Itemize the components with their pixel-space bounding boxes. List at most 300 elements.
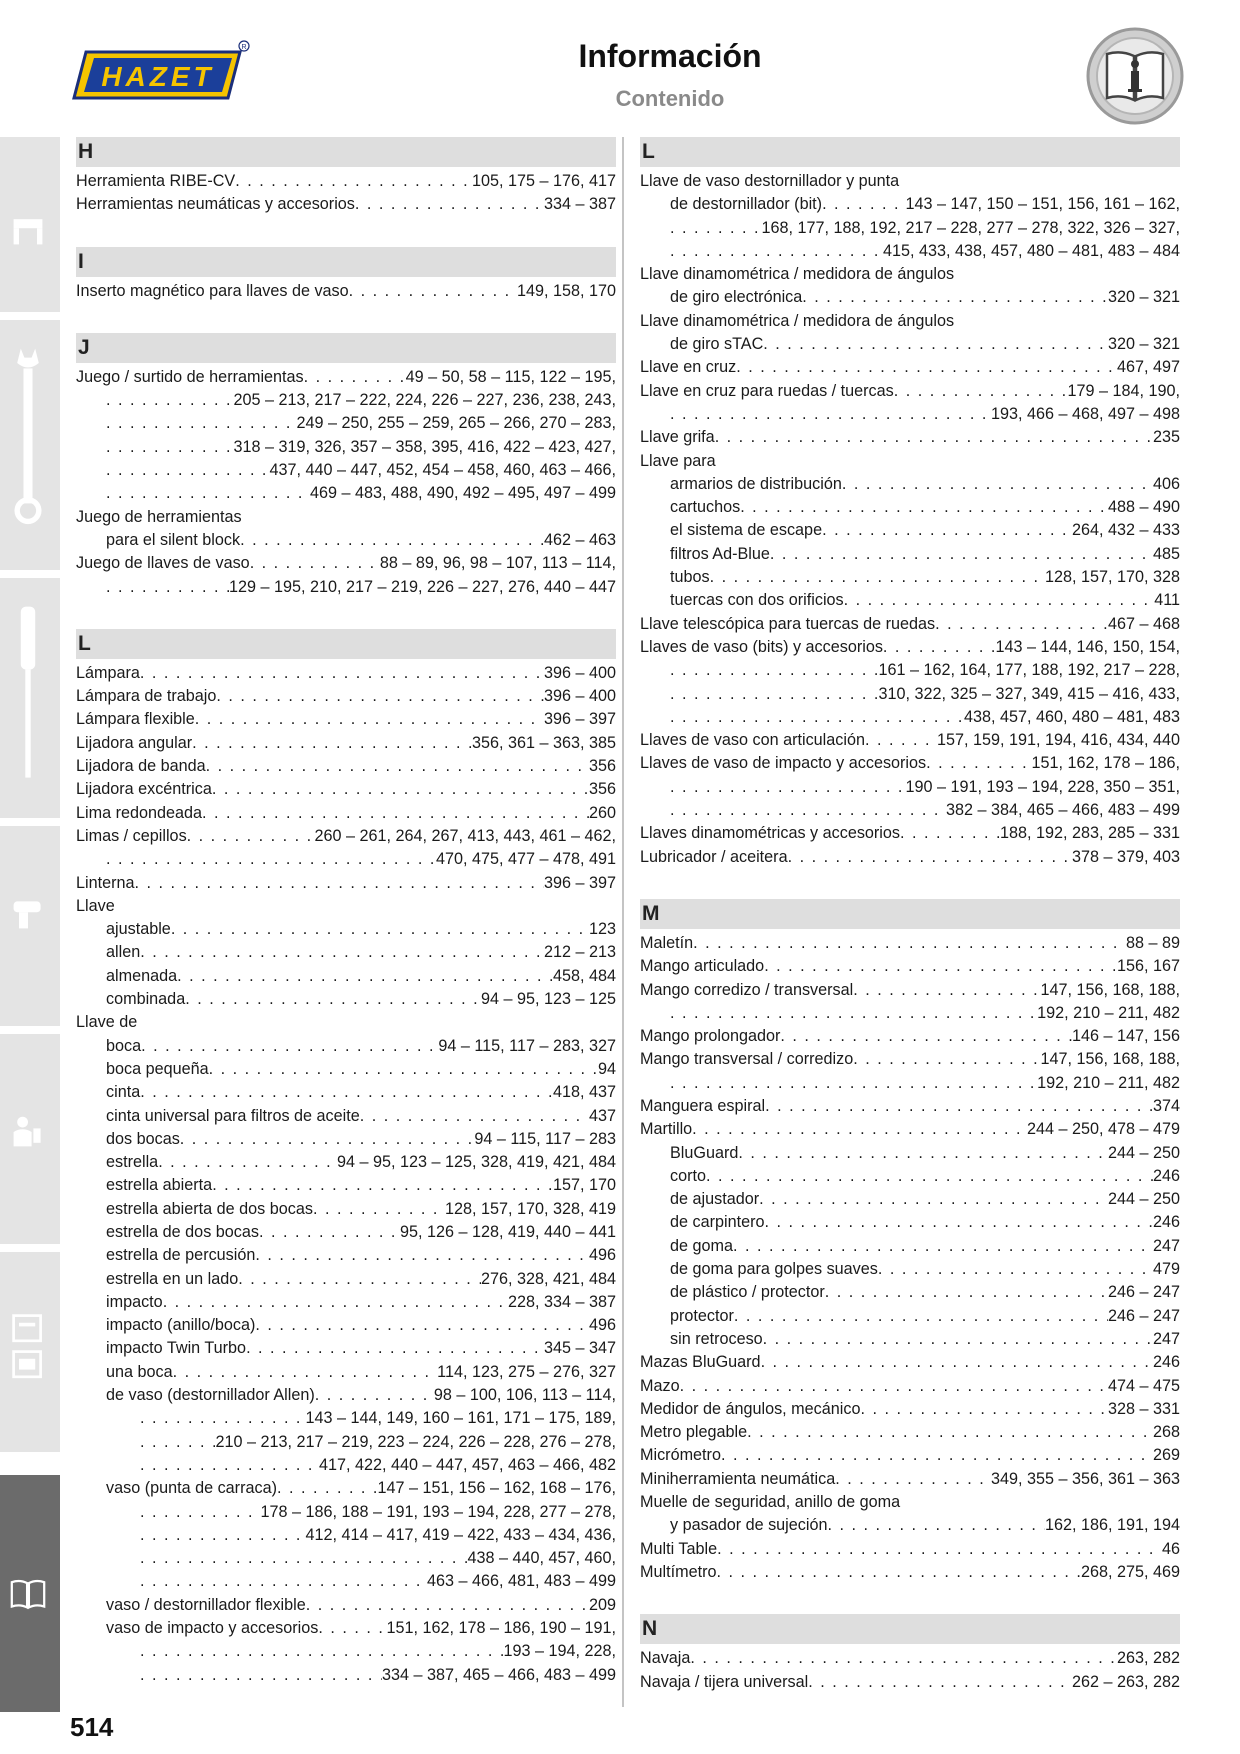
entry-pages: 260 – 261, 264, 267, 413, 443, 461 – 462,: [314, 826, 616, 845]
entry-term: estrella de percusión: [106, 1246, 256, 1265]
dot-leader: [670, 403, 991, 426]
index-line: [640, 706, 1180, 729]
entry-pages: 438, 457, 460, 480 – 481, 483: [963, 707, 1180, 726]
dot-leader: [883, 636, 996, 659]
dot-leader: [860, 1398, 1108, 1421]
pneumatic-tool-icon: [10, 896, 46, 932]
index-entry: [640, 979, 1180, 1026]
entry-term: Navaja: [640, 1649, 691, 1668]
index-line: [640, 170, 1180, 193]
index-line: [640, 473, 1180, 496]
dot-leader: [706, 1165, 1153, 1188]
entry-pages: 396 – 400: [543, 663, 616, 682]
index-line: [640, 1468, 1180, 1491]
entry-term: impacto: [106, 1292, 163, 1311]
entry-pages: 496: [588, 1246, 616, 1265]
entry-pages: 244 – 250: [1107, 1190, 1180, 1209]
entry-pages: 334 – 387: [543, 195, 616, 214]
dot-leader: [690, 1647, 1117, 1670]
index-line: [76, 685, 616, 708]
index-line: [76, 1384, 616, 1407]
entry-pages: 438 – 440, 457, 460,: [467, 1549, 616, 1568]
hazet-logo: [72, 40, 252, 110]
index-line: [640, 566, 1180, 589]
entry-term: Manguera espiral: [640, 1096, 766, 1115]
entry-term: Juego / surtido de herramientas: [76, 367, 304, 386]
index-line: [76, 848, 616, 871]
entry-term: estrella de dos bocas: [106, 1222, 259, 1241]
dot-leader: [306, 1594, 589, 1617]
entry-pages: 123: [588, 920, 616, 939]
index-line: [640, 1258, 1180, 1281]
index-entry: [640, 1095, 1180, 1118]
entry-term: Mango transversal / corredizo: [640, 1050, 854, 1069]
sidebar-tab-information[interactable]: [0, 1475, 60, 1712]
entry-term: Mazo: [640, 1376, 680, 1395]
section-gap: [640, 869, 1180, 899]
index-entry: [640, 752, 1180, 822]
index-line: [640, 1118, 1180, 1141]
entry-pages: 114, 123, 275 – 276, 327: [437, 1362, 616, 1381]
index-entry: [76, 895, 616, 1011]
index-line: [640, 636, 1180, 659]
entry-term: estrella abierta de dos bocas: [106, 1199, 313, 1218]
entry-pages: 268: [1152, 1423, 1180, 1442]
entry-term: estrella en un lado: [106, 1269, 239, 1288]
dot-leader: [140, 662, 544, 685]
entry-pages: 247: [1152, 1329, 1180, 1348]
entry-term: allen: [106, 943, 141, 962]
dot-leader: [259, 1221, 400, 1244]
index-line: [76, 552, 616, 575]
entry-term: Martillo: [640, 1120, 693, 1139]
dot-leader: [734, 1305, 1108, 1328]
dot-leader: [202, 802, 589, 825]
entry-pages: 88 – 89, 96, 98 – 107, 113 – 114,: [379, 554, 616, 573]
dot-leader: [140, 1431, 215, 1454]
dot-leader: [853, 1048, 1040, 1071]
index-line: [76, 506, 616, 529]
entry-pages: 94 – 95, 123 – 125, 328, 419, 421, 484: [336, 1153, 616, 1172]
dot-leader: [670, 659, 878, 682]
dot-leader: [926, 752, 1031, 775]
index-line: [640, 543, 1180, 566]
index-line: [640, 1421, 1180, 1444]
dot-leader: [763, 333, 1108, 356]
entry-pages: 143 – 147, 150 – 151, 156, 161 – 162,: [905, 195, 1180, 214]
index-entry: [640, 1561, 1180, 1584]
index-line: [76, 1640, 616, 1663]
entry-term: Inserto magnético para llaves de vaso: [76, 281, 349, 300]
entry-pages: 105, 175 – 176, 417: [471, 172, 616, 190]
index-line: [76, 1244, 616, 1267]
index-line: [640, 1671, 1180, 1694]
index-line: [640, 286, 1180, 309]
index-entry: [76, 825, 616, 872]
entry-term: Muelle de seguridad, anillo de goma: [640, 1493, 901, 1512]
dot-leader: [318, 1617, 386, 1640]
index-column-right: [640, 137, 1180, 1694]
index-line: [76, 988, 616, 1011]
sidebar-tab-mechanic[interactable]: [0, 1034, 60, 1244]
index-line: [76, 825, 616, 848]
entry-pages: 228, 334 – 387: [507, 1292, 616, 1311]
index-line: [76, 436, 616, 459]
index-line: [640, 1188, 1180, 1211]
entry-term: Llaves de vaso (bits) y accesorios: [640, 637, 883, 656]
index-line: [76, 576, 616, 599]
entry-pages: 205 – 213, 217 – 222, 224, 226 – 227, 236, 238, 243,: [233, 391, 616, 410]
entry-pages: 418, 437: [552, 1083, 616, 1102]
entry-term: Llave para: [640, 451, 716, 470]
entry-term: Herramienta RIBE-CV: [76, 172, 236, 190]
index-line: [640, 1514, 1180, 1537]
index-entry: [640, 356, 1180, 379]
index-line: [76, 918, 616, 941]
entry-term: de goma: [670, 1236, 733, 1255]
index-line: [76, 529, 616, 552]
entry-term: Llaves de vaso de impacto y accesorios: [640, 754, 927, 773]
index-line: [76, 1477, 616, 1500]
entry-pages: 193, 466 – 468, 497 – 498: [990, 404, 1180, 423]
entry-term: vaso (punta de carraca): [106, 1479, 277, 1498]
entry-term: Llave en cruz para ruedas / tuercas: [640, 381, 894, 400]
entry-term: impacto (anillo/boca): [106, 1316, 256, 1335]
index-entry: [76, 193, 616, 216]
entry-term: Lámpara flexible: [76, 710, 195, 729]
entry-pages: 157, 170: [552, 1176, 616, 1195]
dot-leader: [255, 1314, 589, 1337]
dot-leader: [835, 1468, 991, 1491]
index-line: [76, 1407, 616, 1430]
index-line: [640, 356, 1180, 379]
index-line: [640, 193, 1180, 216]
entry-pages: 374: [1152, 1096, 1180, 1115]
entry-pages: 412, 414 – 417, 419 – 422, 433 – 434, 436,: [305, 1525, 616, 1544]
index-entry: [640, 1647, 1180, 1670]
entry-pages: 146 – 147, 156: [1071, 1027, 1180, 1046]
dot-leader: [878, 1258, 1153, 1281]
dot-leader: [692, 1118, 1027, 1141]
dot-leader: [106, 459, 269, 482]
dot-leader: [670, 1002, 1037, 1025]
entry-term: boca pequeña: [106, 1059, 209, 1078]
dot-leader: [865, 729, 937, 752]
entry-pages: 479: [1152, 1260, 1180, 1279]
dot-leader: [209, 1058, 598, 1081]
entry-pages: 382 – 384, 465 – 466, 483 – 499: [945, 801, 1180, 820]
dot-leader: [240, 529, 544, 552]
dot-leader: [158, 1151, 337, 1174]
entry-term: cartuchos: [670, 498, 741, 517]
index-line: [640, 589, 1180, 612]
entry-term: Llaves dinamométricas y accesorios: [640, 824, 901, 843]
entry-pages: 310, 322, 325 – 327, 349, 415 – 416, 433,: [878, 684, 1180, 703]
index-line: [640, 1491, 1180, 1514]
entry-pages: 396 – 400: [543, 687, 616, 706]
entry-pages: 143 – 144, 149, 160 – 161, 171 – 175, 189,: [305, 1409, 616, 1428]
dot-leader: [195, 708, 544, 731]
index-entry: [640, 450, 1180, 613]
dot-leader: [670, 1072, 1037, 1095]
dot-leader: [736, 356, 1117, 379]
index-line: [76, 1501, 616, 1524]
entry-pages: 246 – 247: [1107, 1283, 1180, 1302]
index-line: [76, 280, 616, 303]
dot-leader: [140, 1407, 305, 1430]
dot-leader: [140, 941, 544, 964]
sidebar-tab-workshop[interactable]: [0, 1252, 60, 1452]
index-line: [640, 1211, 1180, 1234]
index-line: [76, 1058, 616, 1081]
entry-term: Mango prolongador: [640, 1027, 781, 1046]
index-line: [76, 708, 616, 731]
index-line: [640, 1072, 1180, 1095]
dot-leader: [106, 576, 229, 599]
sidebar-tab-toolbox[interactable]: [0, 137, 60, 312]
entry-term: Mango articulado: [640, 957, 765, 976]
index-entry: [640, 613, 1180, 636]
index-line: [640, 310, 1180, 333]
section-letter-heading: M: [640, 899, 1180, 929]
index-entry: [640, 1491, 1180, 1538]
entry-pages: 147, 156, 168, 188,: [1040, 980, 1180, 999]
section-letter-heading: L: [640, 137, 1180, 167]
index-entry: [76, 708, 616, 731]
entry-pages: 469 – 483, 488, 490, 492 – 495, 497 – 499: [309, 484, 616, 503]
dot-leader: [670, 240, 883, 263]
index-line: [640, 729, 1180, 752]
entry-pages: 249 – 250, 255 – 259, 265 – 266, 270 – 283,: [296, 414, 616, 433]
index-entry: [640, 1538, 1180, 1561]
index-line: [640, 450, 1180, 473]
dot-leader: [808, 1671, 1072, 1694]
entry-pages: 193 – 194, 228,: [503, 1642, 616, 1661]
index-line: [640, 217, 1180, 240]
entry-pages: 244 – 250, 478 – 479: [1026, 1120, 1180, 1139]
entry-term: sin retroceso: [670, 1329, 763, 1348]
index-entry: [640, 1025, 1180, 1048]
entry-pages: 345 – 347: [543, 1339, 616, 1358]
dot-leader: [246, 1337, 544, 1360]
entry-pages: 264, 432 – 433: [1071, 521, 1180, 540]
index-line: [76, 366, 616, 389]
entry-pages: 246: [1152, 1213, 1180, 1232]
index-line: [76, 1221, 616, 1244]
dot-leader: [670, 706, 964, 729]
index-line: [640, 683, 1180, 706]
entry-pages: 437, 440 – 447, 452, 454 – 458, 460, 463 – 466,: [269, 461, 616, 480]
index-line: [76, 1291, 616, 1314]
index-entry: [640, 846, 1180, 869]
entry-pages: 235: [1152, 428, 1180, 447]
section-letter-heading: I: [76, 247, 616, 277]
index-line: [76, 778, 616, 801]
entry-term: Llave en cruz: [640, 358, 737, 377]
entry-pages: 415, 433, 438, 457, 480 – 481, 483 – 484: [882, 241, 1180, 260]
entry-pages: 263, 282: [1116, 1649, 1180, 1668]
entry-term: Llave dinamométrica / medidora de ángulos: [640, 311, 955, 330]
entry-pages: 276, 328, 421, 484: [480, 1269, 616, 1288]
entry-term: Micrómetro: [640, 1446, 721, 1465]
dot-leader: [738, 1142, 1108, 1165]
entry-pages: 417, 422, 440 – 447, 457, 463 – 466, 482: [318, 1455, 616, 1474]
entry-pages: 151, 162, 178 – 186, 190 – 191,: [386, 1619, 616, 1638]
entry-pages: 485: [1152, 544, 1180, 563]
svg-text:R: R: [241, 44, 247, 51]
dot-leader: [680, 1375, 1108, 1398]
dot-leader: [255, 1244, 589, 1267]
index-line: [640, 1048, 1180, 1071]
entry-pages: 98 – 100, 106, 113 – 114,: [433, 1386, 616, 1405]
dot-leader: [140, 1501, 260, 1524]
dot-leader: [355, 193, 544, 216]
sidebar-tab-screwdrivers[interactable]: [0, 578, 60, 818]
entry-pages: 209: [588, 1595, 616, 1614]
entry-pages: 458, 484: [552, 966, 616, 985]
index-line: [76, 662, 616, 685]
entry-term: protector: [670, 1306, 734, 1325]
entry-pages: 247: [1152, 1236, 1180, 1255]
entry-pages: 356: [588, 757, 616, 776]
index-line: [640, 1305, 1180, 1328]
information-book-icon: [1085, 26, 1185, 126]
entry-pages: 143 – 144, 146, 150, 154,: [995, 637, 1180, 656]
index-line: [640, 822, 1180, 845]
dot-leader: [106, 436, 233, 459]
index-entry: [76, 280, 616, 303]
dot-leader: [842, 473, 1153, 496]
index-line: [76, 1547, 616, 1570]
index-entry: [640, 1468, 1180, 1491]
index-line: [640, 752, 1180, 775]
dot-leader: [185, 988, 481, 1011]
index-line: [640, 403, 1180, 426]
index-line: [76, 941, 616, 964]
index-line: [640, 932, 1180, 955]
dot-leader: [761, 1351, 1153, 1374]
entry-term: Llave: [76, 896, 115, 915]
index-line: [76, 1035, 616, 1058]
entry-pages: 188, 192, 283, 285 – 331: [999, 824, 1180, 843]
toolbox-icon: [10, 212, 46, 248]
dot-leader: [733, 1235, 1153, 1258]
index-entry: [640, 310, 1180, 357]
index-entry: [640, 729, 1180, 752]
index-line: [76, 1128, 616, 1151]
entry-pages: 162, 186, 191, 194: [1044, 1516, 1180, 1535]
index-entry: [76, 366, 616, 506]
index-line: [76, 1011, 616, 1034]
dot-leader: [140, 1570, 427, 1593]
index-line: [640, 1561, 1180, 1584]
index-entry: [640, 1351, 1180, 1374]
dot-leader: [140, 1454, 319, 1477]
dot-leader: [825, 1281, 1108, 1304]
entry-pages: 212 – 213: [543, 943, 616, 962]
entry-pages: 157, 159, 191, 194, 416, 434, 440: [936, 731, 1180, 750]
dot-leader: [171, 918, 589, 941]
entry-term: Miniherramienta neumática: [640, 1469, 836, 1488]
dot-leader: [140, 1081, 553, 1104]
index-line: [640, 333, 1180, 356]
entry-pages: 406: [1152, 474, 1180, 493]
index-line: [76, 802, 616, 825]
dot-leader: [140, 1547, 467, 1570]
dot-leader: [141, 1035, 438, 1058]
index-line: [76, 1105, 616, 1128]
entry-term: estrella: [106, 1153, 159, 1172]
dot-leader: [822, 193, 905, 216]
entry-pages: 470, 475, 477 – 478, 491: [435, 850, 616, 869]
entry-term: tuercas con dos orificios: [670, 591, 844, 610]
dot-leader: [180, 1128, 475, 1151]
dot-leader: [827, 1514, 1044, 1537]
entry-pages: 128, 157, 170, 328: [1044, 568, 1180, 587]
index-line: [640, 1328, 1180, 1351]
entry-pages: 156, 167: [1116, 957, 1180, 976]
sidebar-tab-pneumatic[interactable]: [0, 826, 60, 1026]
entry-term: Llave dinamométrica / medidora de ángulos: [640, 265, 955, 284]
entry-pages: 260: [588, 803, 616, 822]
entry-pages: 318 – 319, 326, 357 – 358, 395, 416, 422 – 423, 427,: [233, 437, 616, 456]
brand-name: HAZET: [101, 61, 215, 92]
index-line: [76, 482, 616, 505]
entry-pages: 411: [1154, 591, 1180, 610]
index-entry: [76, 170, 616, 193]
entry-term: Limas / cepillos: [76, 826, 187, 845]
index-line: [76, 965, 616, 988]
index-line: [76, 1198, 616, 1221]
entry-pages: 356: [588, 780, 616, 799]
entry-term: estrella abierta: [106, 1176, 213, 1195]
index-entry: [76, 685, 616, 708]
entry-pages: 192, 210 – 211, 482: [1037, 1073, 1180, 1092]
dot-leader: [212, 778, 589, 801]
entry-term: Llave grifa: [640, 428, 715, 447]
index-line: [76, 732, 616, 755]
dot-leader: [212, 1174, 553, 1197]
dot-leader: [780, 1025, 1072, 1048]
index-entry: [640, 1118, 1180, 1351]
entry-term: Lijadora de banda: [76, 757, 206, 776]
entry-pages: 334 – 387, 465 – 466, 483 – 499: [381, 1665, 616, 1684]
index-line: [640, 955, 1180, 978]
entry-pages: 129 – 195, 210, 217 – 219, 226 – 227, 276, 440 – 447: [228, 577, 616, 596]
dot-leader: [277, 1477, 378, 1500]
index-line: [640, 519, 1180, 542]
entry-pages: 147 – 151, 156 – 162, 168 – 176,: [377, 1479, 616, 1498]
entry-term: vaso / destornillador flexible: [106, 1595, 306, 1614]
index-entry: [640, 1444, 1180, 1467]
index-line: [76, 1524, 616, 1547]
index-line: [640, 979, 1180, 1002]
entry-term: Mazas BluGuard: [640, 1353, 761, 1372]
index-entry: [640, 955, 1180, 978]
dot-leader: [844, 589, 1155, 612]
entry-pages: 246 – 247: [1107, 1306, 1180, 1325]
index-entry: [640, 822, 1180, 845]
dot-leader: [670, 799, 946, 822]
mechanic-icon: [10, 1114, 46, 1150]
entry-pages: 147, 156, 168, 188,: [1040, 1050, 1180, 1069]
entry-term: Lijadora angular: [76, 733, 193, 752]
index-line: [640, 613, 1180, 636]
index-line: [640, 1351, 1180, 1374]
dot-leader: [747, 1421, 1153, 1444]
entry-term: Lámpara: [76, 663, 140, 682]
sidebar-tab-wrenches[interactable]: [0, 320, 60, 570]
